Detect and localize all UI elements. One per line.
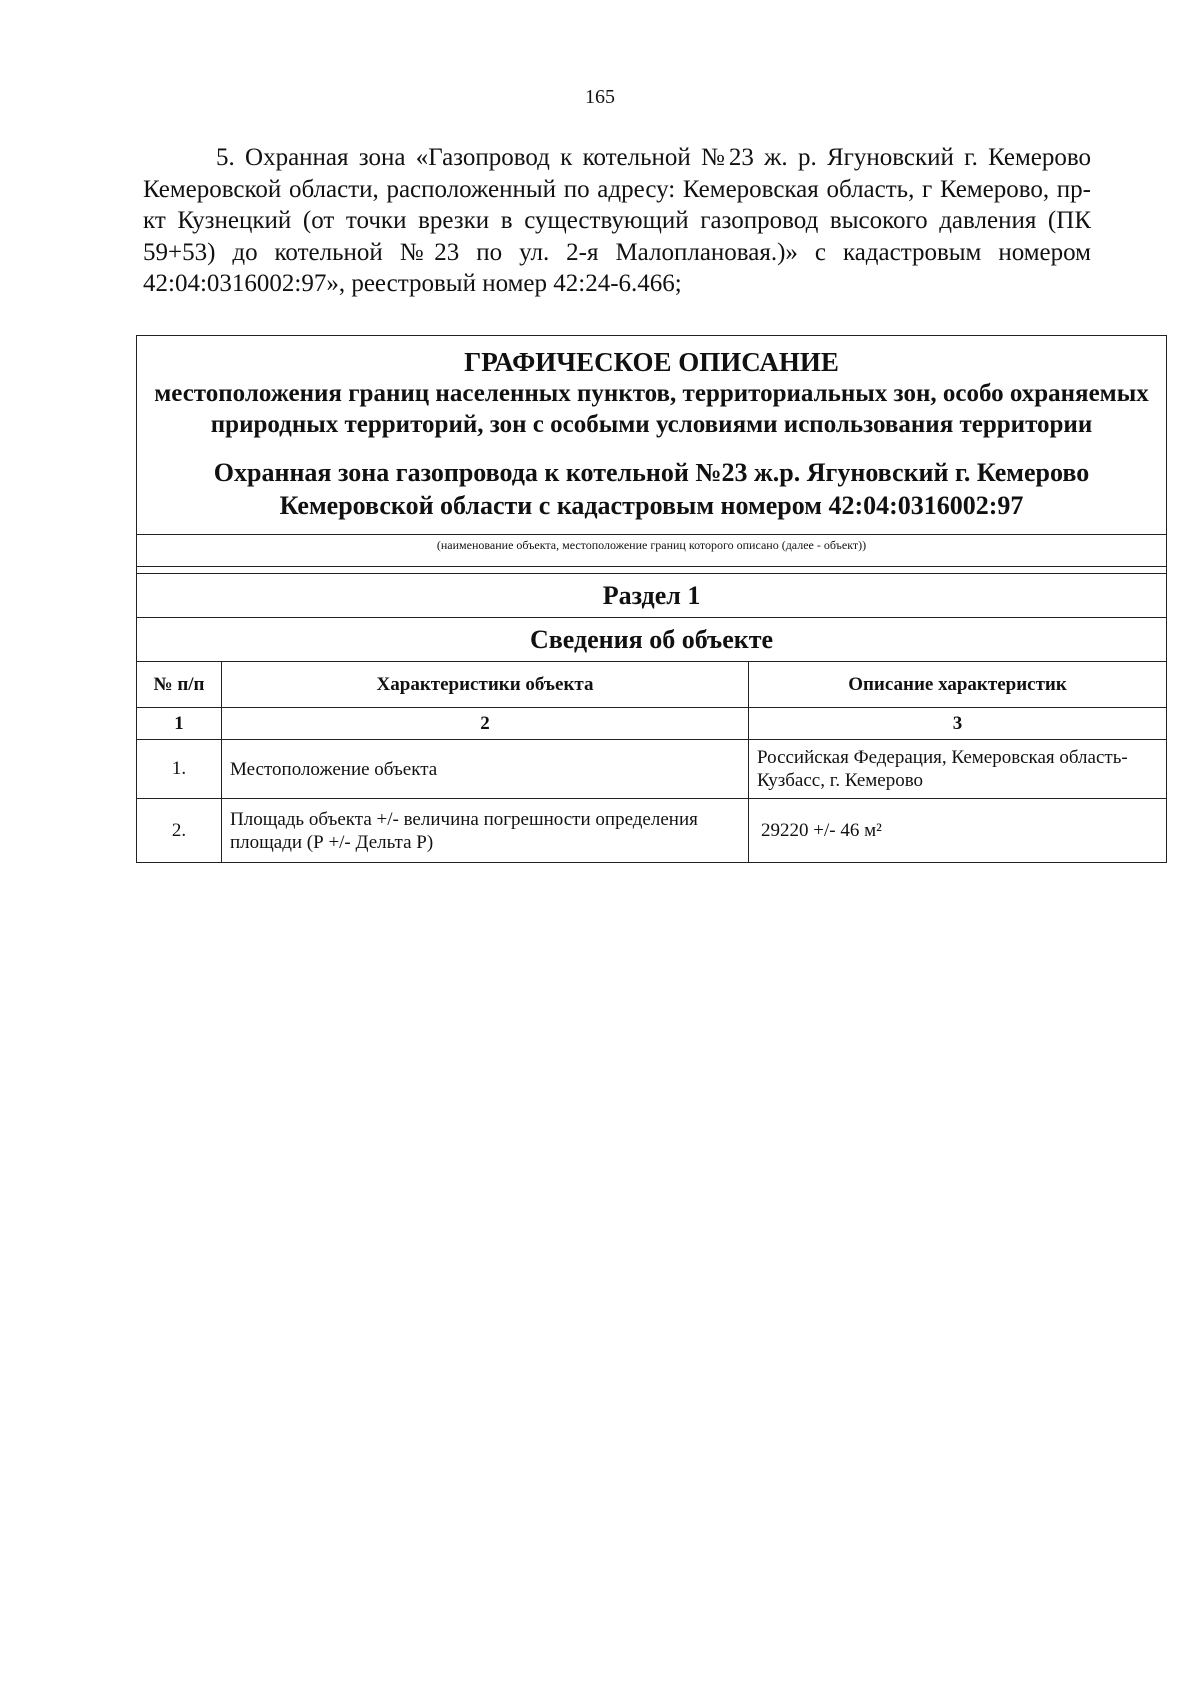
table-row [137,740,1167,799]
row-characteristic: Местоположение объекта [222,740,749,799]
row-description: Российская Федерация, Кемеровская область- Кузбасс, г. Кемерово [749,740,1167,799]
column-header-index: № п/п [137,662,222,708]
document-subtitle: местоположения границ населенных пунктов, территориальных зон, особо охраняемых природных территорий, зон с особыми условиями использования территории [154,380,1149,438]
column-number-2: 2 [222,708,749,740]
column-header-description: Описание характеристик [749,662,1167,708]
document-title: ГРАФИЧЕСКОЕ ОПИСАНИЕ [464,347,839,377]
column-header-characteristic: Характеристики объекта [222,662,749,708]
section-subtitle-row [137,618,1167,662]
header-row [137,336,1167,535]
row-description: 29220 +/- 46 м² [749,799,1167,863]
gap-row [137,567,1167,574]
intro-paragraph: 5. Охранная зона «Газопровод к котельной №23 ж. р. Ягуновский г. Кемерово Кемеровской области, расположенный по адресу: Кемеровская область, г Кемерово, пр-кт Кузнецкий (от точки врезки в существующий газопровод высокого давления (ПК 59+53) до котельной №23 по ул. 2-я Малоплановая.)» с кадастровым номером 42:04:0316002:97», реестровый номер 42:24-6.466; [143,144,1091,297]
table-row [137,799,1167,863]
section-subtitle: Сведения об объекте [137,618,1167,662]
row-index: 1. [137,740,222,799]
column-number-3: 3 [749,708,1167,740]
graphic-description-table [136,335,1167,863]
page-number: 165 [585,86,615,108]
section-title: Раздел 1 [137,574,1167,618]
caption-row [137,535,1167,567]
column-number-row [137,708,1167,740]
column-header-row [137,662,1167,708]
gap-cell [137,567,1167,574]
object-caption: (наименование объекта, местоположение границ которого описано (далее - объект)) [137,535,1167,567]
column-number-1: 1 [137,708,222,740]
row-index: 2. [137,799,222,863]
object-name: Охранная зона газопровода к котельной №23 ж.р. Ягуновский г. Кемерово Кемеровской области с кадастровым номером 42:04:0316002:97 [213,458,1090,520]
header-cell [137,336,1167,535]
section-title-row [137,574,1167,618]
row-characteristic: Площадь объекта +/- величина погрешности определения площади (Р +/- Дельта Р) [222,799,749,863]
